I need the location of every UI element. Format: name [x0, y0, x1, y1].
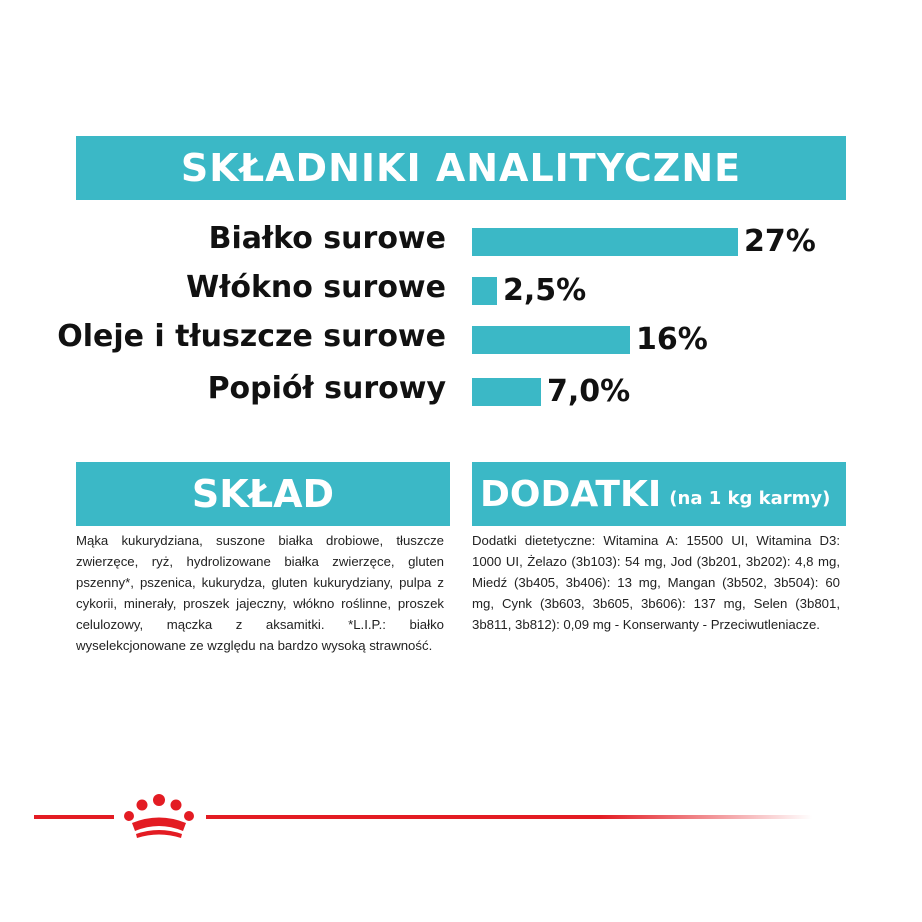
nutrient-label-fibre: Włókno surowe: [186, 270, 446, 305]
nutrient-bar-fat: [472, 326, 630, 354]
nutrient-value-ash: 7,0%: [547, 374, 631, 409]
nutrient-label-ash: Popiół surowy: [207, 371, 446, 406]
nutrient-value-fat: 16%: [636, 322, 708, 357]
additives-title: DODATKI: [480, 473, 662, 515]
footer-divider-right: [206, 815, 812, 819]
royal-canin-crown-icon: [118, 790, 200, 840]
nutrient-bar-fibre: [472, 277, 497, 305]
composition-text: Mąka kukurydziana, suszone białka drobiowe, tłuszcze zwierzęce, ryż, hydrolizowane białka zwierzęce, gluten pszenny*, pszenica, kukurydza, gluten kukurydziany, pulpa z cykorii, minerały, proszek jajeczny, włókno roślinne, proszek celulozowy, mączka z aksamitki. *L.I.P.: białko wyselekcjonowane ze względu na bardzo wysoką strawność.: [76, 533, 444, 653]
nutrient-value-fibre: 2,5%: [503, 273, 587, 308]
additives-text: Dodatki dietetyczne: Witamina A: 15500 UI, Witamina D3: 1000 UI, Żelazo (3b103): 54 mg, Jod (3b201, 3b202): 4,8 mg, Miedź (3b405, 3b406): 13 mg, Mangan (3b502, 3b504): 60 mg, Cynk (3b603, 3b605, 3b606): 137 mg, Selen (3b801, 3b811, 3b812): 0,09 mg - Konserwanty - Przeciwutleniacze.: [472, 533, 840, 632]
analytical-title: SKŁADNIKI ANALITYCZNE: [76, 136, 846, 200]
nutrient-label-protein: Białko surowe: [208, 221, 446, 256]
composition-title: SKŁAD: [76, 462, 450, 526]
additives-subtitle: (na 1 kg karmy): [669, 487, 831, 509]
nutrient-bar-protein: [472, 228, 738, 256]
footer-divider-left: [34, 815, 114, 819]
nutrient-bar-ash: [472, 378, 541, 406]
nutrient-value-protein: 27%: [744, 224, 816, 259]
nutrient-label-fat: Oleje i tłuszcze surowe: [57, 319, 446, 354]
additives-header: [472, 462, 846, 526]
